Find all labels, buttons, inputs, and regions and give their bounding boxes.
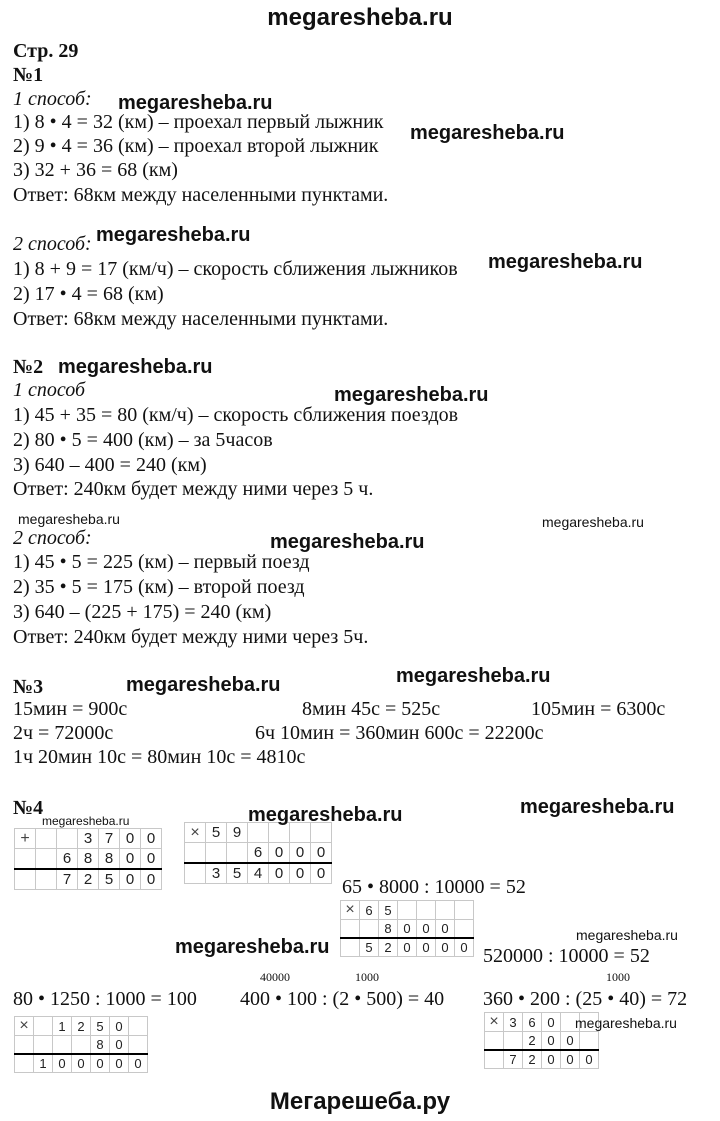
digit-cell: 0 <box>141 829 162 849</box>
task2-m1-line: 1) 45 + 35 = 80 (км/ч) – скорость сближения поездов <box>13 404 459 426</box>
task1-m2-answer: Ответ: 68км между населенными пунктами. <box>13 308 389 330</box>
watermark: megaresheba.ru <box>126 674 281 696</box>
task3-number: №3 <box>13 676 44 698</box>
operator-cell <box>15 1054 34 1073</box>
operator-cell <box>485 1050 504 1069</box>
multiplication-column-grid <box>14 1016 148 1073</box>
digit-cell: 5 <box>360 938 379 957</box>
digit-cell: 2 <box>523 1032 542 1051</box>
operator-cell <box>15 869 36 890</box>
digit-cell: 0 <box>311 863 332 884</box>
task1-m1-line: 1) 8 • 4 = 32 (км) – проехал первый лыжник <box>13 111 384 133</box>
digit-cell: 5 <box>206 823 227 843</box>
task3-item: 8мин 45с = 525с <box>302 698 441 720</box>
task2-m2-line: 1) 45 • 5 = 225 (км) – первый поезд <box>13 551 310 573</box>
digit-cell: 0 <box>542 1013 561 1032</box>
watermark: megaresheba.ru <box>410 122 565 144</box>
watermark: megaresheba.ru <box>520 796 675 818</box>
digit-cell: 0 <box>120 849 141 870</box>
equation: 520000 : 10000 = 52 <box>483 945 650 967</box>
digit-cell <box>36 849 57 870</box>
digit-cell: 1 <box>34 1054 53 1073</box>
digit-cell: 0 <box>561 1050 580 1069</box>
task3-item: 1ч 20мин 10с = 80мин 10с = 4810с <box>13 746 306 768</box>
task1-method2-title: 2 способ: <box>13 233 92 255</box>
digit-cell <box>53 1036 72 1055</box>
digit-cell: 6 <box>248 843 269 864</box>
task1-m2-line: 2) 17 • 4 = 68 (км) <box>13 283 164 305</box>
digit-cell <box>227 843 248 864</box>
task2-m2-line: 2) 35 • 5 = 175 (км) – второй поезд <box>13 576 305 598</box>
digit-cell: 0 <box>53 1054 72 1073</box>
task3-item: 105мин = 6300с <box>531 698 666 720</box>
operator-cell: + <box>15 829 36 849</box>
task3-item: 15мин = 900с <box>13 698 128 720</box>
digit-cell: 7 <box>504 1050 523 1069</box>
header-site[interactable]: megaresheba.ru <box>267 4 453 31</box>
equation: 65 • 8000 : 10000 = 52 <box>342 876 526 898</box>
digit-cell: 0 <box>141 849 162 870</box>
page-ref: Стр. 29 <box>13 40 79 62</box>
digit-cell: 3 <box>206 863 227 884</box>
digit-cell: 5 <box>379 901 398 920</box>
digit-cell: 3 <box>78 829 99 849</box>
note-1000: 1000 <box>606 970 630 984</box>
watermark: megaresheba.ru <box>334 384 489 406</box>
operator-cell: × <box>185 823 206 843</box>
task1-m1-line: 2) 9 • 4 = 36 (км) – проехал второй лыжник <box>13 135 379 157</box>
digit-cell: 7 <box>99 829 120 849</box>
task1-m2-line: 1) 8 + 9 = 17 (км/ч) – скорость сближения лыжников <box>13 258 458 280</box>
footer-site[interactable]: Мегарешеба.ру <box>269 1088 451 1115</box>
watermark: megaresheba.ru <box>248 804 403 826</box>
digit-cell: 4 <box>248 863 269 884</box>
watermark: megaresheba.ru <box>542 514 644 530</box>
watermark: megaresheba.ru <box>576 927 678 943</box>
task1-number: №1 <box>13 64 44 86</box>
digit-cell <box>580 1032 599 1051</box>
digit-cell <box>360 920 379 939</box>
digit-cell: 0 <box>110 1036 129 1055</box>
digit-cell: 0 <box>120 829 141 849</box>
digit-cell: 0 <box>72 1054 91 1073</box>
task3-item: 6ч 10мин = 360мин 600с = 22200с <box>255 722 544 744</box>
operator-cell: × <box>15 1017 34 1036</box>
digit-cell <box>455 901 474 920</box>
digit-cell: 2 <box>78 869 99 890</box>
digit-cell: 2 <box>72 1017 91 1036</box>
digit-cell: 9 <box>227 823 248 843</box>
digit-cell: 0 <box>436 938 455 957</box>
operator-cell <box>15 849 36 870</box>
digit-cell: 0 <box>455 938 474 957</box>
digit-cell: 0 <box>110 1054 129 1073</box>
digit-cell: 0 <box>269 863 290 884</box>
task2-m2-line: 3) 640 – (225 + 175) = 240 (км) <box>13 601 272 623</box>
digit-cell: 0 <box>120 869 141 890</box>
watermark: megaresheba.ru <box>42 814 130 828</box>
digit-cell <box>129 1036 148 1055</box>
watermark: megaresheba.ru <box>488 251 643 273</box>
task1-m1-answer: Ответ: 68км между населенными пунктами. <box>13 184 389 206</box>
digit-cell <box>455 920 474 939</box>
note-40000: 40000 <box>260 970 290 984</box>
task2-m1-answer: Ответ: 240км будет между ними через 5 ч. <box>13 478 374 500</box>
digit-cell: 6 <box>523 1013 542 1032</box>
digit-cell <box>398 901 417 920</box>
digit-cell: 0 <box>141 869 162 890</box>
digit-cell: 0 <box>311 843 332 864</box>
watermark: megaresheba.ru <box>58 356 213 378</box>
multiplication-column-grid <box>340 900 474 957</box>
digit-cell: 6 <box>57 849 78 870</box>
digit-cell <box>72 1036 91 1055</box>
task2-number: №2 <box>13 356 44 378</box>
digit-cell <box>504 1032 523 1051</box>
digit-cell: 0 <box>561 1032 580 1051</box>
digit-cell <box>436 901 455 920</box>
note-1000: 1000 <box>355 970 379 984</box>
task3-item: 2ч = 72000с <box>13 722 114 744</box>
equation: 80 • 1250 : 1000 = 100 <box>13 988 197 1010</box>
digit-cell: 0 <box>110 1017 129 1036</box>
digit-cell: 0 <box>417 938 436 957</box>
digit-cell: 5 <box>99 869 120 890</box>
digit-cell: 0 <box>290 843 311 864</box>
digit-cell: 7 <box>57 869 78 890</box>
digit-cell: 0 <box>269 843 290 864</box>
digit-cell: 8 <box>91 1036 110 1055</box>
operator-cell <box>485 1032 504 1051</box>
equation: 360 • 200 : (25 • 40) = 72 <box>483 988 688 1010</box>
digit-cell: 0 <box>398 920 417 939</box>
digit-cell: 0 <box>436 920 455 939</box>
digit-cell <box>206 843 227 864</box>
watermark: megaresheba.ru <box>396 665 551 687</box>
operator-cell: × <box>341 901 360 920</box>
task4-number: №4 <box>13 797 44 819</box>
task2-method1-title: 1 способ <box>13 379 86 401</box>
digit-cell <box>36 829 57 849</box>
digit-cell: 0 <box>542 1050 561 1069</box>
digit-cell <box>34 1017 53 1036</box>
digit-cell: 2 <box>523 1050 542 1069</box>
digit-cell: 8 <box>78 849 99 870</box>
digit-cell: 0 <box>129 1054 148 1073</box>
digit-cell: 0 <box>542 1032 561 1051</box>
multiplication-column-grid <box>184 822 332 884</box>
task1-m1-line: 3) 32 + 36 = 68 (км) <box>13 159 178 181</box>
operator-cell <box>15 1036 34 1055</box>
digit-cell: 8 <box>99 849 120 870</box>
watermark: megaresheba.ru <box>575 1015 677 1031</box>
operator-cell: × <box>485 1013 504 1032</box>
digit-cell <box>57 829 78 849</box>
digit-cell: 5 <box>227 863 248 884</box>
digit-cell <box>34 1036 53 1055</box>
operator-cell <box>341 938 360 957</box>
watermark: megaresheba.ru <box>96 224 251 246</box>
task1-method1-title: 1 способ: <box>13 88 92 110</box>
task2-m2-answer: Ответ: 240км будет между ними через 5ч. <box>13 626 369 648</box>
digit-cell <box>417 901 436 920</box>
digit-cell: 0 <box>91 1054 110 1073</box>
digit-cell: 0 <box>417 920 436 939</box>
digit-cell: 1 <box>53 1017 72 1036</box>
watermark: megaresheba.ru <box>118 92 273 114</box>
watermark: megaresheba.ru <box>18 511 120 527</box>
addition-column-grid <box>14 828 162 890</box>
digit-cell: 0 <box>290 863 311 884</box>
equation: 400 • 100 : (2 • 500) = 40 <box>240 988 445 1010</box>
digit-cell <box>129 1017 148 1036</box>
digit-cell: 5 <box>91 1017 110 1036</box>
watermark: megaresheba.ru <box>270 531 425 553</box>
digit-cell <box>36 869 57 890</box>
digit-cell: 6 <box>360 901 379 920</box>
digit-cell: 8 <box>379 920 398 939</box>
task2-m1-line: 2) 80 • 5 = 400 (км) – за 5часов <box>13 429 273 451</box>
digit-cell: 0 <box>580 1050 599 1069</box>
operator-cell <box>185 843 206 864</box>
operator-cell <box>185 863 206 884</box>
digit-cell: 0 <box>398 938 417 957</box>
digit-cell: 2 <box>379 938 398 957</box>
digit-cell: 3 <box>504 1013 523 1032</box>
operator-cell <box>341 920 360 939</box>
task2-m1-line: 3) 640 – 400 = 240 (км) <box>13 454 207 476</box>
task2-method2-title: 2 способ: <box>13 527 92 549</box>
watermark: megaresheba.ru <box>175 936 330 958</box>
